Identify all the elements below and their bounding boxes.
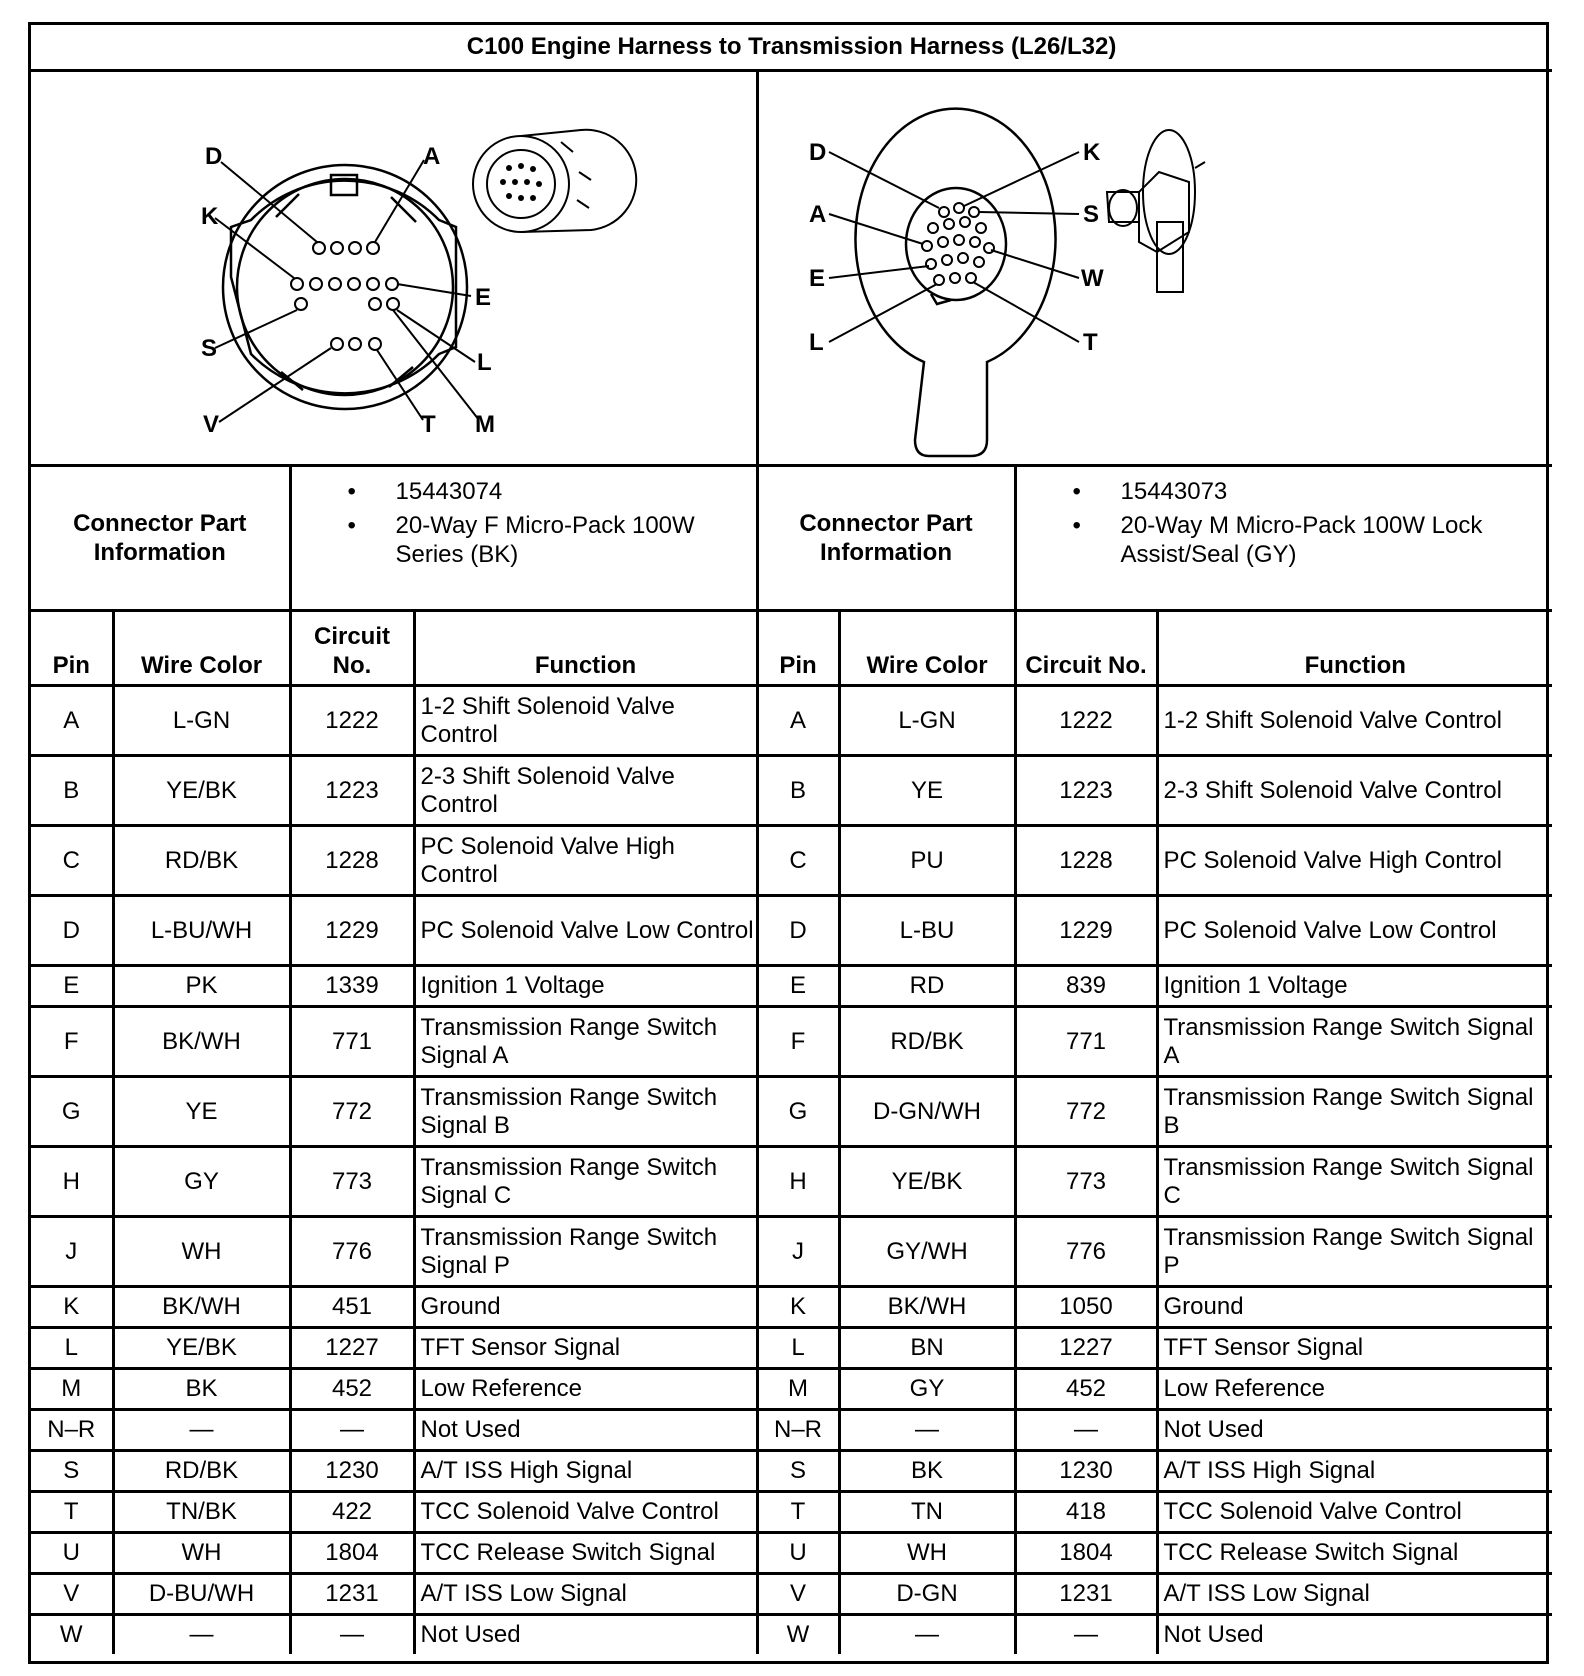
table-row	[31, 1077, 1552, 1147]
pin-rows	[31, 686, 1552, 1655]
wire-color-cell: YE	[839, 756, 1015, 826]
table-row	[31, 1007, 1552, 1077]
wire-color-cell: L-BU/WH	[113, 896, 290, 966]
table-row	[31, 686, 1552, 756]
pin-cell: G	[31, 1077, 113, 1147]
circuit-number-cell: 452	[290, 1369, 414, 1410]
wire-color-cell: RD/BK	[113, 1451, 290, 1492]
pin-label: D	[205, 143, 223, 170]
pin-label: K	[201, 203, 219, 230]
column-header: Pin	[757, 611, 839, 686]
keying-ribs	[276, 194, 416, 390]
pin-cell: A	[31, 686, 113, 756]
pin-cell: K	[757, 1287, 839, 1328]
wire-color-cell: BK/WH	[113, 1007, 290, 1077]
wire-color-cell: —	[113, 1615, 290, 1655]
function-cell: Transmission Range Switch Signal C	[414, 1147, 757, 1217]
function-cell: 1-2 Shift Solenoid Valve Control	[1157, 686, 1552, 756]
function-cell: Ignition 1 Voltage	[414, 966, 757, 1007]
right-connector-drawing-cell	[757, 71, 1552, 466]
wire-color-cell: WH	[839, 1533, 1015, 1574]
function-cell: Low Reference	[414, 1369, 757, 1410]
wire-color-cell: L-GN	[113, 686, 290, 756]
connector-3d-view-icon	[473, 130, 636, 232]
table-row	[31, 1328, 1552, 1369]
circuit-number-cell: 839	[1015, 966, 1157, 1007]
wire-color-cell: D-BU/WH	[113, 1574, 290, 1615]
wire-color-cell: —	[839, 1615, 1015, 1655]
function-cell: A/T ISS High Signal	[1157, 1451, 1552, 1492]
pin-cell: L	[757, 1328, 839, 1369]
pin-label: K	[1082, 139, 1100, 166]
pin-label: A	[423, 143, 441, 170]
pin-label: S	[1082, 201, 1099, 228]
wire-color-cell: TN/BK	[113, 1492, 290, 1533]
circuit-number-cell: 773	[290, 1147, 414, 1217]
function-cell: A/T ISS Low Signal	[414, 1574, 757, 1615]
function-cell: TCC Solenoid Valve Control	[414, 1492, 757, 1533]
circuit-number-cell: 451	[290, 1287, 414, 1328]
pin-cell: B	[31, 756, 113, 826]
wire-color-cell: WH	[113, 1533, 290, 1574]
circuit-number-cell: 771	[290, 1007, 414, 1077]
circuit-number-cell: 1229	[1015, 896, 1157, 966]
function-cell: Not Used	[414, 1410, 757, 1451]
column-header: Wire Color	[839, 611, 1015, 686]
circuit-number-cell: —	[290, 1615, 414, 1655]
pin-cell: V	[757, 1574, 839, 1615]
pin-cell: N–R	[31, 1410, 113, 1451]
circuit-number-cell: 1231	[290, 1574, 414, 1615]
circuit-number-cell: 452	[1015, 1369, 1157, 1410]
function-cell: TCC Release Switch Signal	[1157, 1533, 1552, 1574]
pin-cell: S	[31, 1451, 113, 1492]
pin-cell: T	[31, 1492, 113, 1533]
function-cell: TFT Sensor Signal	[1157, 1328, 1552, 1369]
circuit-number-cell: 1229	[290, 896, 414, 966]
connector-3d-cavities	[500, 163, 542, 201]
function-cell: TCC Solenoid Valve Control	[1157, 1492, 1552, 1533]
function-cell: Transmission Range Switch Signal P	[1157, 1217, 1552, 1287]
table-row	[31, 826, 1552, 896]
function-cell: TFT Sensor Signal	[414, 1328, 757, 1369]
wire-color-cell: RD/BK	[839, 1007, 1015, 1077]
function-cell: Transmission Range Switch Signal A	[1157, 1007, 1552, 1077]
circuit-number-cell: 1227	[290, 1328, 414, 1369]
pin-cell: K	[31, 1287, 113, 1328]
pin-label: D	[808, 139, 826, 166]
part-description: • 20-Way F Micro-Pack 100W Series (BK)	[292, 511, 752, 569]
pin-cell: W	[31, 1615, 113, 1655]
table-row	[31, 1217, 1552, 1287]
pin-cell: S	[757, 1451, 839, 1492]
pin-label: L	[808, 329, 824, 356]
wire-color-cell: BK/WH	[839, 1287, 1015, 1328]
function-cell: PC Solenoid Valve Low Control	[414, 896, 757, 966]
pin-cell: L	[31, 1328, 113, 1369]
wire-color-cell: YE/BK	[113, 1328, 290, 1369]
pin-cell: C	[31, 826, 113, 896]
column-header: Wire Color	[113, 611, 290, 686]
circuit-number-cell: 771	[1015, 1007, 1157, 1077]
wire-color-cell: WH	[113, 1217, 290, 1287]
pin-label: V	[203, 411, 220, 438]
wire-color-cell: RD	[839, 966, 1015, 1007]
connector-inner-ring	[223, 165, 467, 409]
left-connector-drawing-cell	[31, 71, 757, 466]
connector-part-info-right	[1015, 466, 1552, 611]
wire-color-cell: PU	[839, 826, 1015, 896]
column-header-row	[31, 611, 1552, 686]
column-header: Circuit No.	[1015, 611, 1157, 686]
circuit-number-cell: 1230	[290, 1451, 414, 1492]
table-row	[31, 1574, 1552, 1615]
table-row	[31, 1410, 1552, 1451]
pin-cell: E	[31, 966, 113, 1007]
function-cell: 2-3 Shift Solenoid Valve Control	[1157, 756, 1552, 826]
pin-cell: C	[757, 826, 839, 896]
wire-color-cell: D-GN/WH	[839, 1077, 1015, 1147]
pin-cell: V	[31, 1574, 113, 1615]
pin-cell: M	[31, 1369, 113, 1410]
pin-cell: E	[757, 966, 839, 1007]
wire-color-cell: BN	[839, 1328, 1015, 1369]
pin-cell: J	[757, 1217, 839, 1287]
pin-leader-lines	[215, 160, 479, 422]
pinout-sheet	[28, 22, 1549, 1664]
table-row	[31, 1147, 1552, 1217]
connector-3d-view-icon	[1107, 130, 1205, 292]
circuit-number-cell: 1223	[1015, 756, 1157, 826]
circuit-number-cell: 1050	[1015, 1287, 1157, 1328]
wire-color-cell: GY	[113, 1147, 290, 1217]
column-header: Function	[1157, 611, 1552, 686]
pin-cell: F	[757, 1007, 839, 1077]
function-cell: PC Solenoid Valve High Control	[1157, 826, 1552, 896]
pin-label: T	[1082, 329, 1098, 356]
pin-cell: H	[31, 1147, 113, 1217]
circuit-number-cell: 1227	[1015, 1328, 1157, 1369]
pin-label: A	[808, 201, 826, 228]
function-cell: 2-3 Shift Solenoid Valve Control	[414, 756, 757, 826]
pin-label: M	[475, 411, 495, 438]
circuit-number-cell: 1230	[1015, 1451, 1157, 1492]
column-header: Function	[414, 611, 757, 686]
function-cell: PC Solenoid Valve Low Control	[1157, 896, 1552, 966]
circuit-number-cell: 776	[290, 1217, 414, 1287]
wire-color-cell: PK	[113, 966, 290, 1007]
pin-cavities	[291, 242, 399, 350]
wire-color-cell: GY/WH	[839, 1217, 1015, 1287]
connector-part-info-left	[290, 466, 757, 611]
wire-color-cell: YE/BK	[839, 1147, 1015, 1217]
circuit-number-cell: 1228	[1015, 826, 1157, 896]
function-cell: Transmission Range Switch Signal B	[414, 1077, 757, 1147]
wire-color-cell: —	[839, 1410, 1015, 1451]
pin-labels	[809, 139, 1104, 356]
function-cell: PC Solenoid Valve High Control	[414, 826, 757, 896]
circuit-number-cell: —	[1015, 1615, 1157, 1655]
table-row	[31, 1615, 1552, 1655]
pin-cell: J	[31, 1217, 113, 1287]
wire-color-cell: L-GN	[839, 686, 1015, 756]
function-cell: Transmission Range Switch Signal B	[1157, 1077, 1552, 1147]
pin-cell: F	[31, 1007, 113, 1077]
circuit-number-cell: 422	[290, 1492, 414, 1533]
table-row	[31, 896, 1552, 966]
function-cell: Low Reference	[1157, 1369, 1552, 1410]
pin-cell: D	[31, 896, 113, 966]
wire-color-cell: YE	[113, 1077, 290, 1147]
table-row	[31, 1369, 1552, 1410]
pin-cavities	[922, 203, 994, 285]
part-description: • 20-Way M Micro-Pack 100W Lock Assist/Seal (GY)	[1017, 511, 1549, 569]
table-row	[31, 1492, 1552, 1533]
pin-cell: W	[757, 1615, 839, 1655]
column-header: Circuit No.	[290, 611, 414, 686]
function-cell: Transmission Range Switch Signal C	[1157, 1147, 1552, 1217]
pin-cell: M	[757, 1369, 839, 1410]
wire-color-cell: BK	[113, 1369, 290, 1410]
wire-color-cell: GY	[839, 1369, 1015, 1410]
wire-color-cell: D-GN	[839, 1574, 1015, 1615]
function-cell: TCC Release Switch Signal	[414, 1533, 757, 1574]
circuit-number-cell: 1804	[290, 1533, 414, 1574]
left-connector-diagram	[31, 72, 757, 464]
circuit-number-cell: 772	[1015, 1077, 1157, 1147]
pin-label: T	[421, 411, 436, 438]
pin-cell: N–R	[757, 1410, 839, 1451]
table-row	[31, 1451, 1552, 1492]
circuit-number-cell: —	[290, 1410, 414, 1451]
function-cell: Transmission Range Switch Signal A	[414, 1007, 757, 1077]
function-cell: Ignition 1 Voltage	[1157, 966, 1552, 1007]
function-cell: A/T ISS Low Signal	[1157, 1574, 1552, 1615]
pin-cell: G	[757, 1077, 839, 1147]
circuit-number-cell: 772	[290, 1077, 414, 1147]
pin-cell: D	[757, 896, 839, 966]
circuit-number-cell: —	[1015, 1410, 1157, 1451]
function-cell: Ground	[414, 1287, 757, 1328]
circuit-number-cell: 1223	[290, 756, 414, 826]
pin-label: W	[1080, 265, 1104, 292]
part-number: • 15443074	[292, 477, 752, 506]
table-row	[31, 756, 1552, 826]
function-cell: Not Used	[1157, 1410, 1552, 1451]
function-cell: Not Used	[414, 1615, 757, 1655]
circuit-number-cell: 1222	[1015, 686, 1157, 756]
pin-cell: H	[757, 1147, 839, 1217]
pin-cell: T	[757, 1492, 839, 1533]
table-row	[31, 966, 1552, 1007]
wire-color-cell: RD/BK	[113, 826, 290, 896]
function-cell: A/T ISS High Signal	[414, 1451, 757, 1492]
wire-color-cell: L-BU	[839, 896, 1015, 966]
table-row	[31, 1533, 1552, 1574]
circuit-number-cell: 1339	[290, 966, 414, 1007]
connector-part-label-right: Connector Part Information	[757, 466, 1015, 611]
circuit-number-cell: 1228	[290, 826, 414, 896]
circuit-number-cell: 1804	[1015, 1533, 1157, 1574]
function-cell: Not Used	[1157, 1615, 1552, 1655]
pin-cell: U	[31, 1533, 113, 1574]
pin-cell: A	[757, 686, 839, 756]
pinout-table	[31, 25, 1552, 1654]
function-cell: Transmission Range Switch Signal P	[414, 1217, 757, 1287]
circuit-number-cell: 418	[1015, 1492, 1157, 1533]
pin-label: E	[475, 284, 492, 311]
page-title: C100 Engine Harness to Transmission Harness (L26/L32)	[31, 25, 1552, 71]
function-cell: Ground	[1157, 1287, 1552, 1328]
circuit-number-cell: 1222	[290, 686, 414, 756]
pin-label: E	[808, 265, 825, 292]
pin-cell: B	[757, 756, 839, 826]
connector-part-label-left: Connector Part Information	[31, 466, 290, 611]
wire-color-cell: TN	[839, 1492, 1015, 1533]
pin-label: S	[201, 335, 218, 362]
circuit-number-cell: 773	[1015, 1147, 1157, 1217]
right-connector-diagram	[759, 72, 1548, 464]
wire-color-cell: BK/WH	[113, 1287, 290, 1328]
part-number: • 15443073	[1017, 477, 1549, 506]
circuit-number-cell: 1231	[1015, 1574, 1157, 1615]
column-header: Pin	[31, 611, 113, 686]
table-row	[31, 1287, 1552, 1328]
circuit-number-cell: 776	[1015, 1217, 1157, 1287]
pin-label: L	[477, 349, 492, 376]
wire-color-cell: YE/BK	[113, 756, 290, 826]
wire-color-cell: —	[113, 1410, 290, 1451]
wire-color-cell: BK	[839, 1451, 1015, 1492]
function-cell: 1-2 Shift Solenoid Valve Control	[414, 686, 757, 756]
pin-cell: U	[757, 1533, 839, 1574]
